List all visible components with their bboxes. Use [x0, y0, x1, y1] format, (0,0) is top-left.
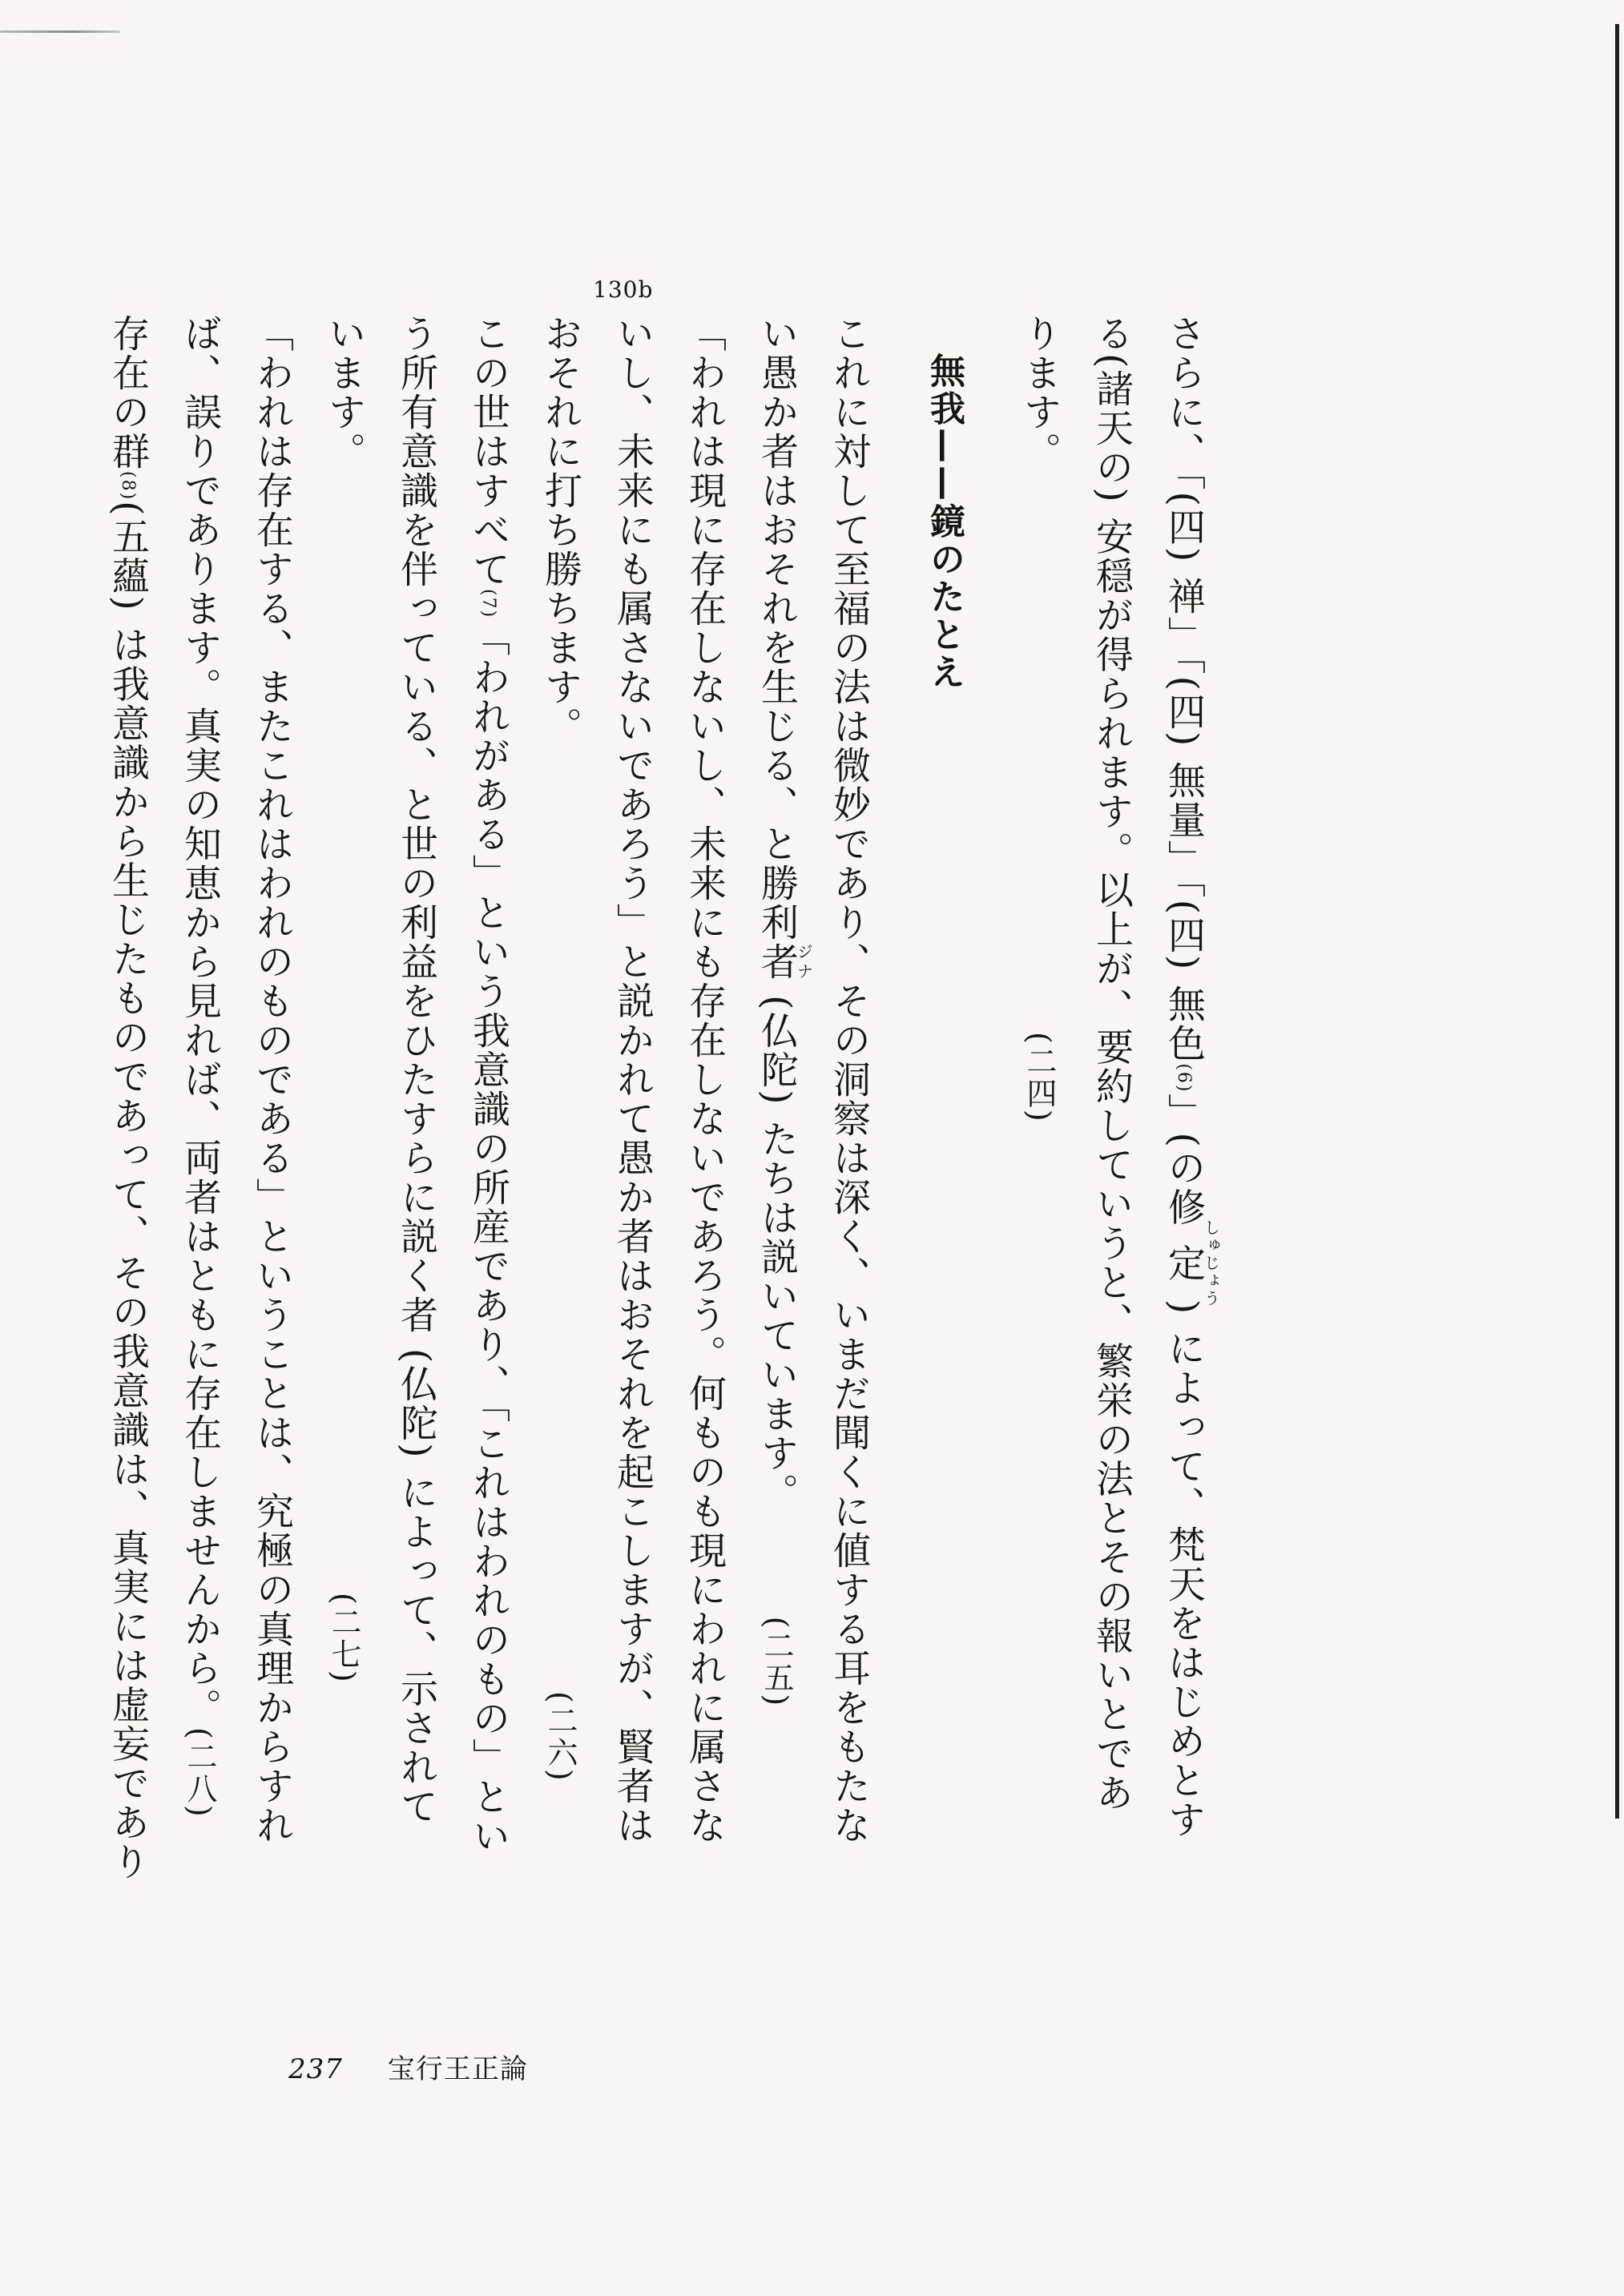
verse-number: (二八): [182, 1727, 217, 1819]
verse-line: 「われは存在する、またこれはわれのものである」ということは、究極の真理からすれ: [250, 314, 294, 1845]
verse-line: う所有意識を伴っている、と世の利益をひたすらに説く者 (仏陀) によって、示されて: [394, 314, 438, 1827]
note-marker: (6): [1174, 1063, 1194, 1094]
verse-line: いし、未来にも属さないであろう」と説かれて愚か者はおそれを起こしますが、賢者は: [611, 314, 655, 1845]
ruby-word: 定しゅじょう: [1162, 1218, 1221, 1307]
page-tag: 130b: [593, 276, 654, 303]
verse-line: ります。(二四): [1018, 314, 1062, 1123]
verse-line: い愚か者はおそれを生じる、と勝利者ジナ (仏陀) たちは説いています。(二五): [755, 314, 814, 1708]
page-footer: [288, 2047, 528, 2086]
verse-line: さらに、「(四) 禅」「(四) 無量」「(四) 無色(6)」(の修定しゅじょう) によって、梵天をはじめとす: [1162, 314, 1221, 1840]
vertical-text-body: [91, 314, 1219, 1884]
verse-number: (二五): [759, 1616, 794, 1708]
verse-line: これに対して至福の法は微妙であり、その洞察は深く、いまだ聞くに値する耳をもたな: [827, 314, 871, 1845]
ruby-word: 者ジナ: [755, 942, 814, 981]
note-marker: (8): [118, 471, 138, 501]
page-edge-shadow: [1615, 24, 1619, 1819]
verse-number: (二四): [1022, 1032, 1057, 1123]
verse-line: る(諸天の) 安穏が得られます。以上が、要約していうと、繁栄の法とその報いとであ: [1090, 314, 1134, 1813]
verse-number: (二六): [542, 1691, 578, 1782]
section-heading: 無我——鏡のたとえ: [924, 352, 965, 691]
scan-artifact-line: [0, 30, 120, 33]
verse-line: 「われは現に存在しないし、未来にも存在しないであろう。何ものも現にわれに属さな: [683, 314, 727, 1845]
note-marker: (7): [478, 589, 498, 619]
verse-number: (二七): [326, 1593, 361, 1684]
verse-line: います。(二七): [322, 314, 366, 1684]
verse-line: おそれに打ち勝ちます。(二六): [538, 314, 582, 1782]
verse-line: 存在の群(8)(五蘊) は我意識から生じたものであって、その我意識は、真実には虚妄であり: [106, 314, 150, 1882]
verse-line: この世はすべて(7)「われがある」という我意識の所産であり、「これはわれのもの」とい: [466, 314, 510, 1856]
book-title: 宝行王正論: [387, 2053, 528, 2085]
verse-line: ば、誤りであります。真実の知恵から見れば、両者はともに存在しませんから。(二八): [178, 314, 222, 1819]
page-number: 237: [288, 2053, 343, 2085]
